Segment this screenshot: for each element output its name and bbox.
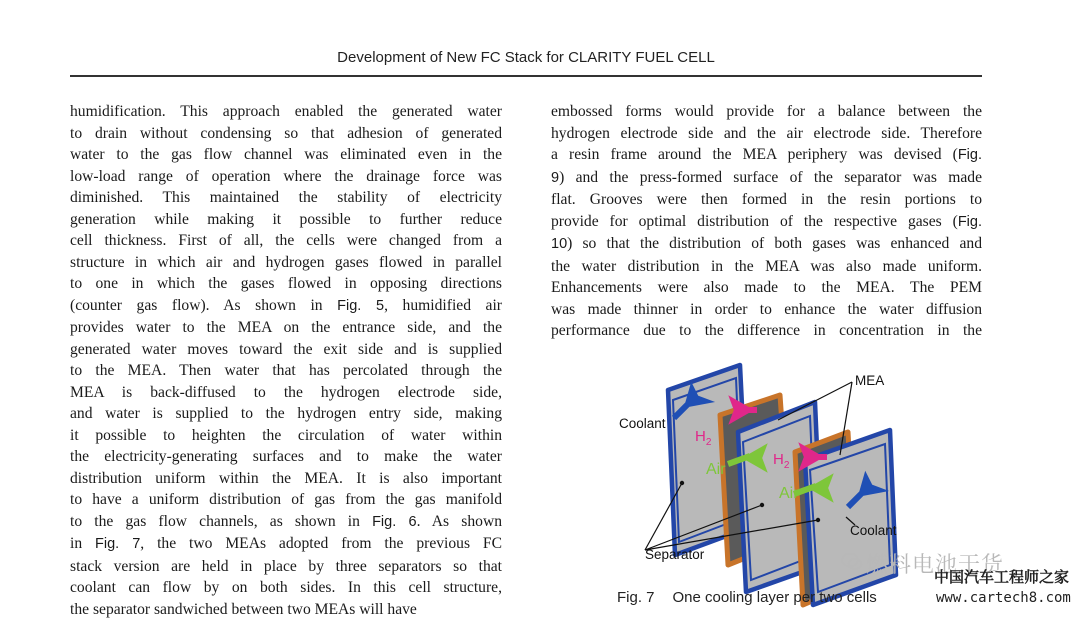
text-span: to the MEA. Then water that has percolated through the	[70, 362, 502, 379]
text-line	[70, 425, 502, 447]
text-line	[551, 211, 982, 234]
text-span: , humidified air	[384, 297, 502, 314]
text-line	[70, 468, 502, 490]
watermark-site-url: www.cartech8.com	[936, 590, 1071, 606]
text-span: ) so that the distribution of both gases was enhanced and	[567, 235, 982, 252]
label-coolant-top: Coolant	[619, 416, 666, 431]
figure-reference: Fig. 5	[337, 298, 384, 314]
text-line	[70, 252, 502, 274]
watermark-site-cn: 中国汽车工程师之家	[934, 566, 1069, 587]
running-header: Development of New FC Stack for CLARITY FUEL CELL	[0, 49, 1052, 66]
figure-reference: Fig.	[958, 214, 982, 230]
text-span: generation while making it possible to further reduce	[70, 211, 502, 228]
label-air-b: Air	[779, 485, 799, 503]
text-span: hydrogen electrode side and the air electrode side. Therefore	[551, 125, 982, 142]
text-line	[70, 101, 502, 123]
text-span: stack version are held in place by three separators so that	[70, 558, 502, 575]
text-span: generated water moves toward the exit side and is supplied	[70, 341, 502, 358]
text-span: flat. Grooves were then formed in the resin portions to	[551, 191, 982, 208]
text-span: water to the gas flow channel was eliminated even in the	[70, 146, 502, 163]
leader-dot	[760, 503, 764, 507]
text-line	[70, 187, 502, 209]
text-line	[551, 144, 982, 167]
text-line	[551, 101, 982, 123]
text-span: MEA is back-diffused to the hydrogen electrode side,	[70, 384, 502, 401]
text-span: (counter gas flow). As shown in	[70, 297, 337, 314]
text-span: it possible to heighten the circulation of water within	[70, 427, 502, 444]
label-h2-b: $H_2$	[773, 451, 789, 471]
text-span: performance due to the difference in concentration in the	[551, 322, 982, 339]
text-line	[70, 230, 502, 252]
text-span: diminished. This maintained the stability of electricity	[70, 189, 502, 206]
text-line	[70, 403, 502, 425]
text-line	[551, 167, 982, 190]
text-line	[551, 256, 982, 278]
text-line	[70, 382, 502, 404]
body-paragraph	[70, 101, 502, 620]
left-column	[70, 101, 502, 620]
text-span: . As shown	[417, 513, 502, 530]
text-line	[70, 556, 502, 578]
label-air-a: Air	[706, 461, 726, 479]
text-span: the water distribution in the MEA was also made uniform.	[551, 258, 982, 275]
text-span: ) and the press-formed surface of the separator was made	[559, 169, 982, 186]
text-line	[70, 489, 502, 511]
text-line	[70, 295, 502, 318]
label-separator: Separator	[645, 547, 704, 562]
text-line	[551, 320, 982, 342]
text-span: distribution uniform within the MEA. It is also important	[70, 470, 502, 487]
text-span: low-load range of operation where the drainage force was	[70, 168, 502, 185]
text-span: the electricity-generating surfaces and to make the water	[70, 448, 502, 465]
text-span: humidification. This approach enabled the generated water	[70, 103, 502, 120]
text-line	[70, 166, 502, 188]
text-line	[70, 317, 502, 339]
text-span: a resin frame around the MEA periphery was devised (	[551, 146, 958, 163]
text-line	[70, 533, 502, 556]
text-span: the separator sandwiched between two MEAs will have	[70, 601, 417, 618]
header-rule	[70, 75, 982, 77]
text-line	[70, 273, 502, 295]
wechat-icon	[841, 552, 863, 572]
text-span: provide for optimal distribution of the respective gases (	[551, 213, 958, 230]
text-span: Enhancements were also made to the MEA. The PEM	[551, 279, 982, 296]
text-line	[551, 233, 982, 256]
leader-dot	[816, 518, 820, 522]
figure-reference: Fig. 7	[95, 536, 140, 552]
text-span: to have a uniform distribution of gas from the gas manifold	[70, 491, 502, 508]
figure-reference: 9	[551, 170, 559, 186]
body-paragraph	[551, 101, 982, 342]
text-span: embossed forms would provide for a balance between the	[551, 103, 982, 120]
text-line	[551, 123, 982, 145]
figure-reference: Fig. 6	[372, 514, 417, 530]
text-line	[70, 123, 502, 145]
leader-dot	[680, 481, 684, 485]
figure-reference: Fig.	[958, 147, 982, 163]
text-line	[551, 189, 982, 211]
text-line	[70, 511, 502, 534]
text-span: cell thickness. First of all, the cells were changed from a	[70, 232, 502, 249]
text-span: to one in which the gases flowed in opposing directions	[70, 275, 502, 292]
text-span: coolant can flow by on both sides. In this cell structure,	[70, 579, 502, 596]
text-line	[551, 299, 982, 321]
text-line	[70, 360, 502, 382]
text-span: and water is supplied to the hydrogen entry side, making	[70, 405, 502, 422]
caption-text: One cooling layer per two cells	[673, 589, 877, 606]
text-line	[70, 144, 502, 166]
text-span: was made thinner in order to enhance the water diffusion	[551, 301, 982, 318]
text-line	[70, 339, 502, 361]
label-h2-a: $H_2$	[695, 428, 711, 448]
text-span: structure in which air and hydrogen gases flowed in parallel	[70, 254, 502, 271]
text-line	[551, 277, 982, 299]
text-span: , the two MEAs adopted from the previous FC	[140, 535, 502, 552]
figure-caption	[617, 589, 877, 606]
watermark-wechat: 燃料电池干货	[866, 548, 1004, 579]
text-span: provides water to the MEA on the entrance side, and the	[70, 319, 502, 336]
label-mea: MEA	[855, 373, 884, 388]
text-line	[70, 446, 502, 468]
text-line	[70, 577, 502, 599]
text-span: to the gas flow channels, as shown in	[70, 513, 372, 530]
text-line	[70, 209, 502, 231]
label-coolant-bottom: Coolant	[850, 523, 897, 538]
text-line	[70, 599, 502, 620]
figure-reference: 10	[551, 236, 567, 252]
right-column	[551, 101, 982, 342]
text-span: in	[70, 535, 95, 552]
caption-number: Fig. 7	[617, 589, 655, 606]
text-span: to drain without condensing so that adhesion of generated	[70, 125, 502, 142]
